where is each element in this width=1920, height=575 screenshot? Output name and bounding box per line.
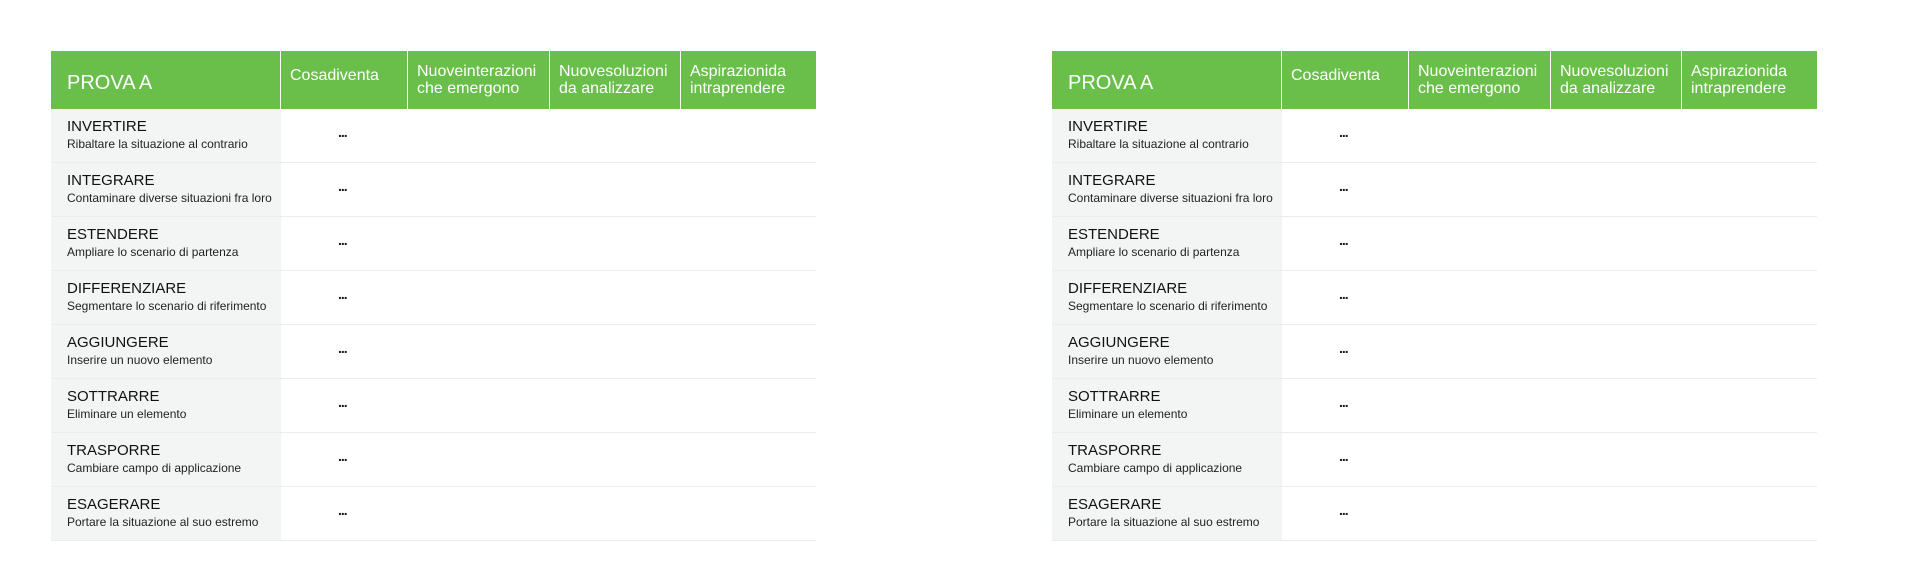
row-description: Contaminare diverse situazioni fra loro <box>67 191 272 205</box>
table-row <box>1052 271 1817 325</box>
header-title: PROVA A <box>1052 51 1282 109</box>
row-title: INVERTIRE <box>1068 118 1148 135</box>
header-col-nuove-interazioni <box>1409 51 1551 109</box>
row-title: SOTTRARRE <box>67 388 160 405</box>
table-row <box>1052 379 1817 433</box>
row-title: ESTENDERE <box>67 226 159 243</box>
row-value: ... <box>1339 340 1348 356</box>
table-row <box>51 487 816 541</box>
row-description: Segmentare lo scenario di riferimento <box>67 299 267 313</box>
row-value: ... <box>338 502 347 518</box>
table-row <box>51 379 816 433</box>
header-col-aspirazioni-line2: intraprendere <box>1691 80 1787 97</box>
row-description: Portare la situazione al suo estremo <box>1068 515 1260 529</box>
row-value: ... <box>338 178 347 194</box>
row-title: INTEGRARE <box>1068 172 1156 189</box>
row-label <box>51 379 281 432</box>
row-title: DIFFERENZIARE <box>1068 280 1188 297</box>
row-label <box>51 325 281 378</box>
row-title: ESAGERARE <box>67 496 161 513</box>
row-value: ... <box>1339 394 1348 410</box>
header-col-cosa-diventa: Cosadiventa <box>281 51 408 109</box>
row-empty-cells <box>1409 325 1817 378</box>
row-description: Segmentare lo scenario di riferimento <box>1068 299 1268 313</box>
row-title: ESAGERARE <box>1068 496 1162 513</box>
row-description: Cambiare campo di applicazione <box>67 461 242 475</box>
row-empty-cells <box>1409 217 1817 270</box>
table-right <box>1052 51 1817 541</box>
header-title: PROVA A <box>51 51 281 109</box>
row-label <box>1052 487 1282 540</box>
header-col-aspirazioni <box>1682 51 1817 109</box>
row-title: AGGIUNGERE <box>67 334 169 351</box>
row-value: ... <box>1339 178 1348 194</box>
table-row <box>51 433 816 487</box>
row-title: TRASPORRE <box>1068 442 1162 459</box>
row-empty-cells <box>408 325 816 378</box>
row-label <box>51 163 281 216</box>
header-col-nuove-soluzioni-line1: Nuovesoluzioni <box>1560 63 1669 80</box>
table-row <box>1052 433 1817 487</box>
header-col-nuove-interazioni-line1: Nuoveinterazioni <box>1418 63 1538 80</box>
row-empty-cells <box>1409 109 1817 162</box>
row-value: ... <box>338 286 347 302</box>
header-col-nuove-soluzioni <box>550 51 681 109</box>
row-empty-cells <box>1409 271 1817 324</box>
row-title: AGGIUNGERE <box>1068 334 1170 351</box>
row-empty-cells <box>408 433 816 486</box>
header-col-aspirazioni-line1: Aspirazionida <box>690 63 787 80</box>
row-label <box>51 271 281 324</box>
row-title: ESTENDERE <box>1068 226 1160 243</box>
table-header <box>1052 51 1817 109</box>
row-value: ... <box>1339 124 1348 140</box>
table-row <box>51 217 816 271</box>
table-row <box>51 163 816 217</box>
row-empty-cells <box>1409 433 1817 486</box>
header-col-nuove-soluzioni-line1: Nuovesoluzioni <box>559 63 668 80</box>
row-label <box>1052 217 1282 270</box>
row-empty-cells <box>408 487 816 540</box>
row-empty-cells <box>408 109 816 162</box>
row-description: Ampliare lo scenario di partenza <box>67 245 239 259</box>
row-title: DIFFERENZIARE <box>67 280 187 297</box>
table-row <box>1052 217 1817 271</box>
header-col-nuove-interazioni-line2: che emergono <box>1418 80 1521 97</box>
table-row <box>51 325 816 379</box>
row-title: INVERTIRE <box>67 118 147 135</box>
row-empty-cells <box>408 217 816 270</box>
header-col-nuove-soluzioni <box>1551 51 1682 109</box>
header-col-nuove-interazioni <box>408 51 550 109</box>
row-label <box>1052 163 1282 216</box>
row-title: TRASPORRE <box>67 442 161 459</box>
row-description: Ribaltare la situazione al contrario <box>1068 137 1249 151</box>
header-col-nuove-interazioni-line1: Nuoveinterazioni <box>417 63 537 80</box>
header-col-nuove-interazioni-line2: che emergono <box>417 80 520 97</box>
row-empty-cells <box>1409 487 1817 540</box>
row-description: Eliminare un elemento <box>67 407 187 421</box>
row-value: ... <box>1339 502 1348 518</box>
table-header <box>51 51 816 109</box>
table-row <box>1052 325 1817 379</box>
row-value: ... <box>338 340 347 356</box>
row-value: ... <box>338 394 347 410</box>
header-col-aspirazioni-line1: Aspirazionida <box>1691 63 1788 80</box>
table-row <box>51 271 816 325</box>
row-label <box>51 217 281 270</box>
row-description: Inserire un nuovo elemento <box>67 353 213 367</box>
row-description: Contaminare diverse situazioni fra loro <box>1068 191 1273 205</box>
row-empty-cells <box>408 271 816 324</box>
row-description: Eliminare un elemento <box>1068 407 1188 421</box>
row-label <box>51 487 281 540</box>
row-value: ... <box>1339 232 1348 248</box>
row-description: Portare la situazione al suo estremo <box>67 515 259 529</box>
table-row <box>1052 163 1817 217</box>
table-row <box>51 109 816 163</box>
row-value: ... <box>338 448 347 464</box>
row-value: ... <box>1339 286 1348 302</box>
row-description: Ampliare lo scenario di partenza <box>1068 245 1240 259</box>
row-label <box>1052 109 1282 162</box>
header-col-aspirazioni-line2: intraprendere <box>690 80 786 97</box>
row-label <box>51 433 281 486</box>
row-empty-cells <box>1409 163 1817 216</box>
header-col-cosa-diventa: Cosadiventa <box>1282 51 1409 109</box>
table-left <box>51 51 816 541</box>
row-title: SOTTRARRE <box>1068 388 1161 405</box>
row-value: ... <box>1339 448 1348 464</box>
table-row <box>1052 109 1817 163</box>
header-col-aspirazioni <box>681 51 816 109</box>
header-col-nuove-soluzioni-line2: da analizzare <box>559 80 655 97</box>
row-value: ... <box>338 124 347 140</box>
row-label <box>1052 433 1282 486</box>
row-empty-cells <box>408 379 816 432</box>
header-col-nuove-soluzioni-line2: da analizzare <box>1560 80 1656 97</box>
row-empty-cells <box>1409 379 1817 432</box>
row-label <box>1052 379 1282 432</box>
row-label <box>1052 325 1282 378</box>
row-description: Inserire un nuovo elemento <box>1068 353 1214 367</box>
row-value: ... <box>338 232 347 248</box>
table-row <box>1052 487 1817 541</box>
row-title: INTEGRARE <box>67 172 155 189</box>
row-label <box>51 109 281 162</box>
row-label <box>1052 271 1282 324</box>
row-empty-cells <box>408 163 816 216</box>
row-description: Ribaltare la situazione al contrario <box>67 137 248 151</box>
row-description: Cambiare campo di applicazione <box>1068 461 1243 475</box>
